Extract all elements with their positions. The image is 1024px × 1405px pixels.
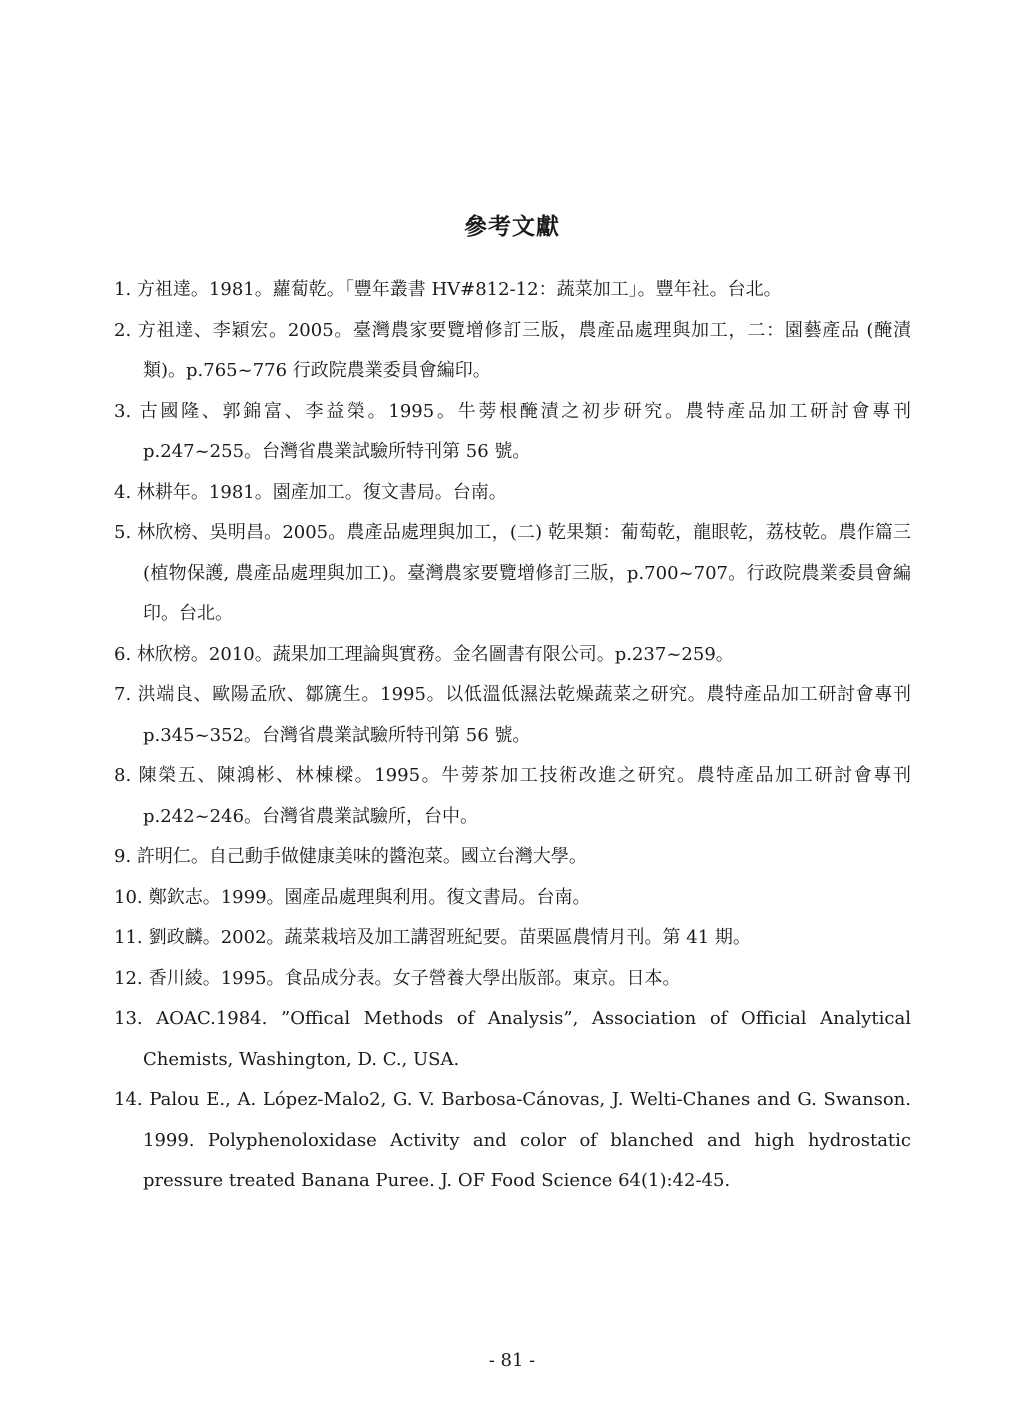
reference-number: 14. bbox=[114, 1089, 143, 1110]
reference-number: 2. bbox=[114, 319, 132, 341]
reference-text: 香川綾。1995。食品成分表。女子營養大學出版部。東京。日本。 bbox=[148, 967, 681, 989]
reference-number: 11. bbox=[114, 927, 143, 948]
reference-text: 林耕年。1981。園產加工。復文書局。台南。 bbox=[136, 481, 507, 503]
reference-number: 8. bbox=[114, 765, 132, 786]
reference-item bbox=[114, 878, 911, 919]
page-number: - 81 - bbox=[488, 1350, 536, 1371]
reference-text: 劉政麟。2002。蔬菜栽培及加工講習班紀要。苗栗區農情月刊。第 41 期。 bbox=[148, 927, 751, 948]
reference-list bbox=[114, 270, 911, 1202]
reference-number: 10. bbox=[114, 886, 143, 908]
page-title: 參考文獻 bbox=[464, 214, 560, 240]
reference-item bbox=[114, 756, 911, 837]
reference-text: 林欣榜。2010。蔬果加工理論與實務。金名圖書有限公司。p.237~259。 bbox=[136, 643, 734, 665]
reference-number: 1. bbox=[114, 279, 132, 300]
reference-text: AOAC.1984. ”Offical Methods of Analysis”, Association of Official Analytical Chemists, Washington, D. C., USA. bbox=[143, 1008, 911, 1070]
reference-item bbox=[114, 837, 911, 878]
reference-number: 13. bbox=[114, 1008, 143, 1029]
reference-item bbox=[114, 473, 911, 514]
reference-number: 7. bbox=[114, 684, 132, 705]
reference-item bbox=[114, 311, 911, 392]
reference-number: 9. bbox=[114, 846, 132, 867]
reference-text: 鄭欽志。1999。園產品處理與利用。復文書局。台南。 bbox=[148, 886, 591, 908]
reference-item bbox=[114, 635, 911, 676]
reference-number: 12. bbox=[114, 967, 143, 989]
reference-text: 方祖達。1981。蘿蔔乾。「豐年叢書 HV#812-12：蔬菜加工」。豐年社。台北。 bbox=[136, 279, 782, 300]
reference-text: 方祖達、李穎宏。2005。臺灣農家要覽增修訂三版，農產品處理與加工，二：園藝產品 (醃漬類)。p.765~776 行政院農業委員會編印。 bbox=[137, 319, 911, 381]
reference-number: 3. bbox=[114, 400, 132, 422]
reference-item bbox=[114, 675, 911, 756]
reference-item bbox=[114, 270, 911, 311]
reference-item bbox=[114, 959, 911, 1000]
reference-text: 林欣榜、吳明昌。2005。農產品處理與加工，(二) 乾果類：葡萄乾，龍眼乾，荔枝乾。農作篇三 (植物保護, 農產品處理與加工)。臺灣農家要覽增修訂三版，p.700~707。行政院農業委員會編印。台北。 bbox=[137, 522, 911, 624]
reference-item bbox=[114, 999, 911, 1080]
reference-item bbox=[114, 513, 911, 635]
reference-text: Palou E., A. López-Malo2, G. V. Barbosa-Cánovas, J. Welti-Chanes and G. Swanson. 1999. Polyphenoloxidase Activity and color of blanched and high hydrostatic pressure treated Banana Puree. J. OF Food Science 64(1):42-45. bbox=[143, 1089, 911, 1191]
reference-item bbox=[114, 1080, 911, 1202]
reference-text: 許明仁。自己動手做健康美味的醬泡菜。國立台灣大學。 bbox=[136, 846, 587, 867]
reference-number: 4. bbox=[114, 481, 132, 503]
reference-text: 陳榮五、陳鴻彬、林棟樑。1995。牛蒡茶加工技術改進之研究。農特產品加工研討會專刊 p.242~246。台灣省農業試驗所，台中。 bbox=[138, 765, 911, 827]
reference-item bbox=[114, 918, 911, 959]
reference-text: 古國隆、郭錦富、李益榮。1995。牛蒡根醃漬之初步研究。農特產品加工研討會專刊 p.247~255。台灣省農業試驗所特刊第 56 號。 bbox=[139, 400, 911, 462]
reference-text: 洪端良、歐陽孟欣、鄒篪生。1995。以低溫低濕法乾燥蔬菜之研究。農特產品加工研討會專刊 p.345~352。台灣省農業試驗所特刊第 56 號。 bbox=[137, 684, 911, 746]
reference-item bbox=[114, 392, 911, 473]
reference-number: 5. bbox=[114, 522, 132, 543]
reference-number: 6. bbox=[114, 643, 132, 665]
